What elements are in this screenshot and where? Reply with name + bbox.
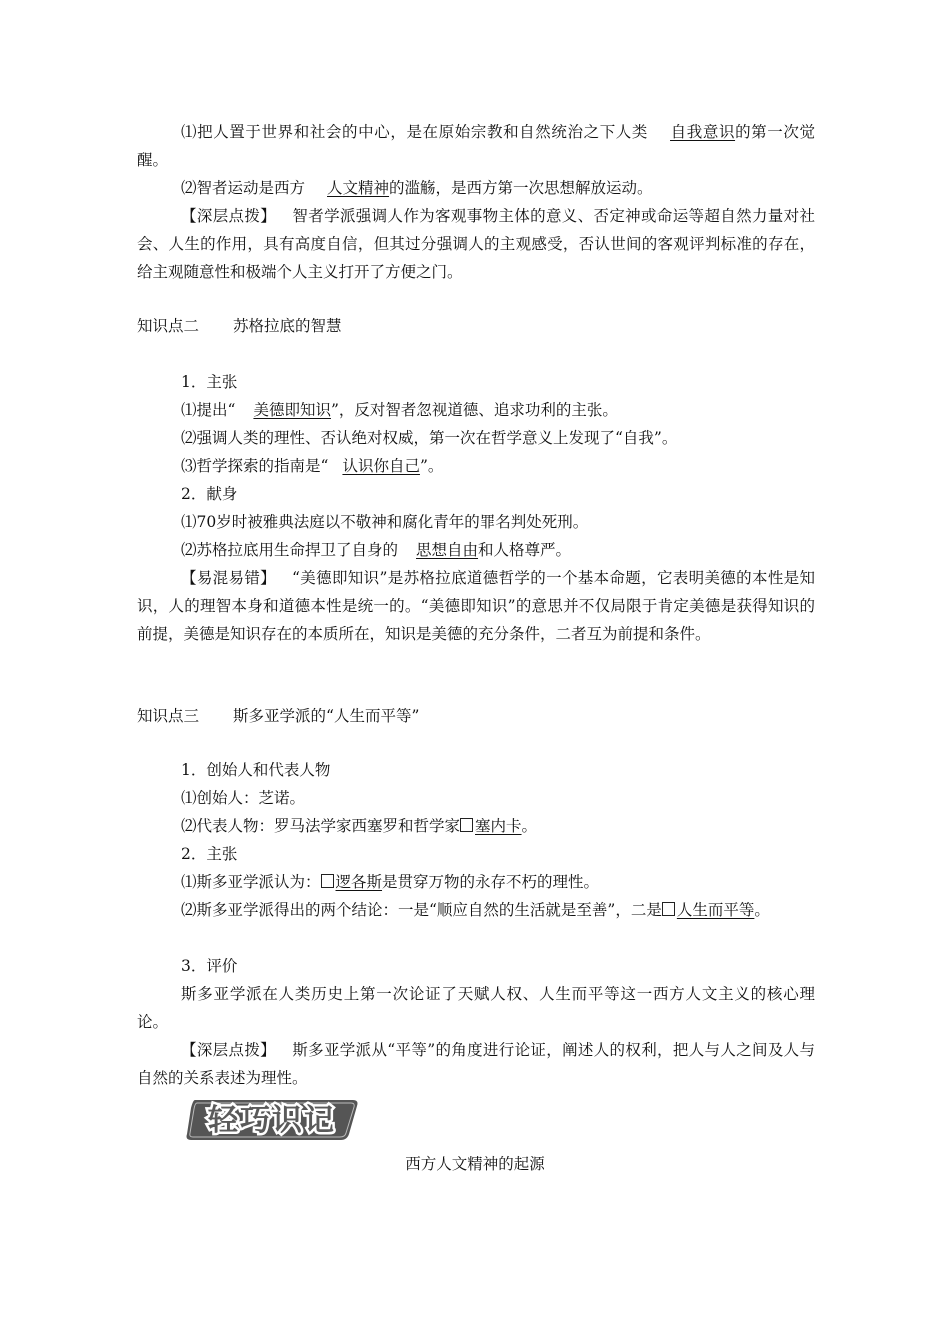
list-item [137,896,815,924]
section-title: 苏格拉底的智慧 [233,317,342,335]
tip-paragraph [137,564,815,648]
blank-box-icon [321,874,334,888]
answer-blank: 思想自由 [416,541,479,559]
caption: 西方人文精神的起源 [405,1155,545,1173]
text: 。 [754,901,770,919]
subheading: 3．评价 [181,957,238,975]
answer-blank: 塞内卡 [475,817,522,835]
text: 的滥觞，是西方第一次思想解放运动。 [389,179,653,197]
text: ⑵斯多亚学派得出的两个结论：一是“顺应自然的生活就是至善”，二是 [181,901,662,919]
list-item [137,812,815,840]
section-title: 斯多亚学派的“人生而平等” [233,707,420,725]
list-item [137,536,815,564]
tip-label: 【深层点拨】 [181,1041,276,1059]
answer-blank: 人文精神 [327,179,390,197]
text: 和人格尊严。 [478,541,572,559]
text: 是贯穿万物的永存不朽的理性。 [382,873,600,891]
tip-paragraph [137,202,815,286]
list-item [137,396,815,424]
tip-text: 斯多亚学派从“平等”的角度进行论证，阐述人的权利，把人与人之间及人与自然的关系表述为理性。 [137,1041,815,1087]
paragraph-sophist-movement [137,174,815,202]
text: 。 [521,817,538,835]
text: ⑶哲学探索的指南是“ [181,457,329,475]
text: ”。 [419,457,444,475]
answer-blank: 美德即知识 [253,401,331,419]
section-label: 知识点三 [137,707,200,725]
text: ”，反对智者忽视道德、追求功利的主张。 [330,401,618,419]
answer-blank: 逻各斯 [335,873,383,891]
text: ⑴斯多亚学派认为： [181,873,321,891]
text: ⑵苏格拉底用生命捍卫了自身的 [181,541,399,559]
list-item [137,868,815,896]
memory-badge [183,1096,361,1142]
tip-paragraph [137,1036,815,1092]
tip-label: 【深层点拨】 [181,207,277,225]
subheading: 1．创始人和代表人物 [181,761,331,779]
subheading: 1．主张 [181,373,238,391]
paragraph-evaluation: 斯多亚学派在人类历史上第一次论证了天赋人权、人生而平等这一西方人文主义的核心理论。 [137,985,815,1031]
subheading: 2．主张 [181,845,238,863]
tip-text: 智者学派强调人作为客观事物主体的意义、否定神或命运等超自然力量对社会、人生的作用，具有高度自信，但其过分强调人的主观感受，否认世间的客观评判标准的存在，给主观随意性和极端个人主义打开了方便之门。 [137,207,815,281]
section-heading-k2 [137,312,815,340]
text: 的第一次觉醒。 [137,123,815,169]
answer-blank: 自我意识 [670,123,736,141]
answer-blank: 人生而平等 [676,901,755,919]
text: ⑵智者运动是西方 [181,179,306,197]
list-item: ⑴70岁时被雅典法庭以不敬神和腐化青年的罪名判处死刑。 [181,513,589,531]
text: ⑵代表人物：罗马法学家西塞罗和哲学家 [181,817,461,835]
list-item [137,452,815,480]
list-item: ⑵强调人类的理性、否认绝对权威，第一次在哲学意义上发现了“自我”。 [181,429,678,447]
text: ⑴提出“ [181,401,236,419]
blank-box-icon [460,818,473,832]
tip-text: “美德即知识”是苏格拉底道德哲学的一个基本命题，它表明美德的本性是知识，人的理智本身和道德本性是统一的。“美德即知识”的意思并不仅局限于肯定美德是获得知识的前提，美德是知识存在的本质所在，知识是美德的充分条件，二者互为前提和条件。 [137,569,815,643]
text: ⑴把人置于世界和社会的中心，是在原始宗教和自然统治之下人类 [181,123,649,141]
tip-label: 【易混易错】 [181,569,277,587]
blank-box-icon [662,902,675,916]
section-heading-k3 [137,702,815,730]
answer-blank: 认识你自己 [342,457,420,475]
section-label: 知识点二 [137,317,200,335]
badge-text: 轻巧识记 [208,1103,336,1138]
paragraph-self-awareness [137,118,815,174]
list-item: ⑴创始人：芝诺。 [181,789,306,807]
subheading: 2．献身 [181,485,238,503]
